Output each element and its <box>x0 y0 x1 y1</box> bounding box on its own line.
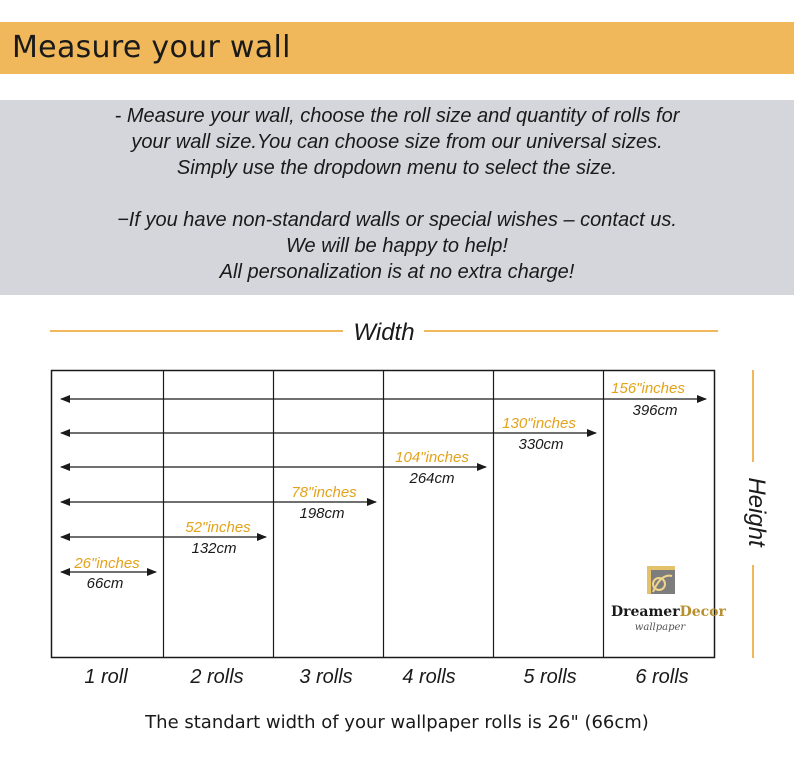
logo-brand-b: Decor <box>679 604 726 620</box>
cm-label-5: 330cm <box>518 436 564 453</box>
roll-label-4: 4 rolls <box>402 666 456 688</box>
inches-label-5: 130"inches <box>502 415 576 432</box>
page-title: Measure your wall <box>12 30 291 65</box>
logo-mark-icon <box>647 566 675 594</box>
logo-tagline: wallpaper <box>634 622 686 633</box>
inches-label-6: 156"inches <box>611 380 685 397</box>
instruction-line: your wall size.You can choose size from our universal sizes. <box>131 131 663 153</box>
inches-label-1: 26"inches <box>74 555 140 572</box>
height-label: Height <box>743 477 770 547</box>
roll-label-3: 3 rolls <box>299 666 353 688</box>
logo-brand-a: Dreamer <box>611 604 680 620</box>
instruction-line: All personalization is at no extra charge! <box>219 261 575 283</box>
roll-label-5: 5 rolls <box>523 666 577 688</box>
inches-label-2: 52"inches <box>185 519 251 536</box>
logo-wordmark <box>611 604 727 620</box>
width-label: Width <box>353 319 415 346</box>
cm-label-4: 264cm <box>409 470 455 487</box>
cm-label-1: 66cm <box>86 575 124 592</box>
instruction-line: - Measure your wall, choose the roll size and quantity of rolls for <box>114 105 680 127</box>
instruction-line: Simply use the dropdown menu to select the size. <box>176 157 618 179</box>
footer-note: The standart width of your wallpaper rolls is 26" (66cm) <box>145 712 649 733</box>
instruction-line: −If you have non-standard walls or special wishes – contact us. <box>117 209 677 231</box>
inches-label-4: 104"inches <box>395 449 469 466</box>
dreamerdecor-logo <box>611 566 727 633</box>
instruction-line: We will be happy to help! <box>286 235 508 257</box>
roll-label-2: 2 rolls <box>190 666 244 688</box>
cm-label-6: 396cm <box>632 402 678 419</box>
roll-label-1: 1 roll <box>84 666 128 688</box>
roll-label-6: 6 rolls <box>635 666 689 688</box>
cm-label-2: 132cm <box>191 540 237 557</box>
cm-label-3: 198cm <box>299 505 345 522</box>
inches-label-3: 78"inches <box>291 484 357 501</box>
